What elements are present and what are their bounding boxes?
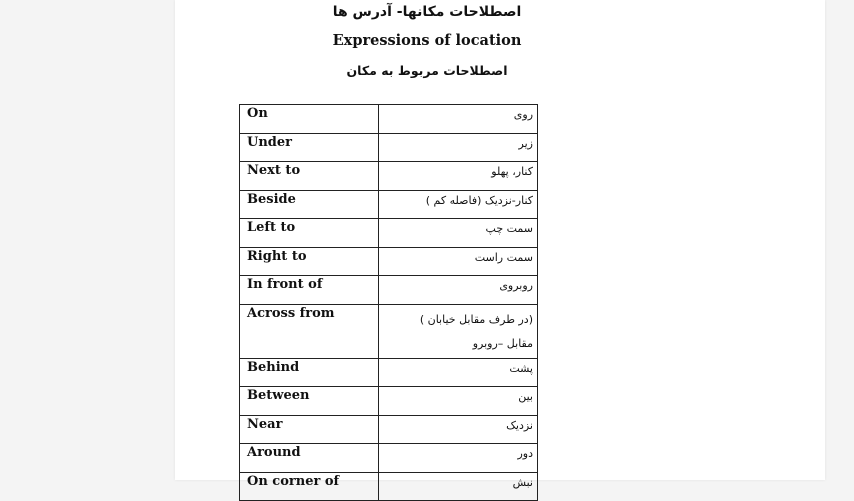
english-expression-cell: Right to bbox=[240, 247, 379, 276]
table-row bbox=[240, 472, 538, 501]
table-row bbox=[240, 105, 538, 134]
english-expression-cell: Near bbox=[240, 415, 379, 444]
persian-meaning-cell bbox=[379, 358, 538, 387]
english-expression-cell: Beside bbox=[240, 190, 379, 219]
english-expression-cell: On bbox=[240, 105, 379, 134]
table-row bbox=[240, 415, 538, 444]
persian-meaning-cell bbox=[379, 105, 538, 134]
persian-meaning-line: مقابل –روبرو bbox=[472, 336, 533, 350]
english-expression-cell: In front of bbox=[240, 276, 379, 305]
persian-meaning-text: بین bbox=[518, 390, 533, 403]
persian-meaning-text: کنار، پهلو bbox=[491, 165, 533, 178]
persian-meaning-cell bbox=[379, 387, 538, 416]
table-row bbox=[240, 444, 538, 473]
persian-meaning-cell bbox=[379, 472, 538, 501]
persian-meaning-cell bbox=[379, 219, 538, 248]
english-expression-cell: Under bbox=[240, 133, 379, 162]
english-expression-cell: On corner of bbox=[240, 472, 379, 501]
persian-meaning-text: زیر bbox=[518, 136, 533, 150]
location-expressions-table bbox=[239, 104, 538, 501]
english-expression-cell: Next to bbox=[240, 162, 379, 191]
persian-meaning-text: پشت bbox=[509, 361, 533, 375]
table-row bbox=[240, 190, 538, 219]
english-expression-cell: Behind bbox=[240, 358, 379, 387]
persian-meaning-cell bbox=[379, 162, 538, 191]
persian-meaning-cell bbox=[379, 415, 538, 444]
persian-meaning-cell bbox=[379, 304, 538, 358]
table-row bbox=[240, 162, 538, 191]
table-row bbox=[240, 358, 538, 387]
persian-meaning-text: سمت راست bbox=[474, 250, 533, 264]
persian-meaning-text: نبش bbox=[512, 475, 533, 489]
document-title-english: Expressions of location bbox=[332, 32, 522, 49]
english-expression-cell: Left to bbox=[240, 219, 379, 248]
persian-meaning-cell bbox=[379, 190, 538, 219]
persian-meaning-text: نزدیک bbox=[506, 418, 533, 432]
persian-meaning-cell bbox=[379, 276, 538, 305]
persian-meaning-cell bbox=[379, 247, 538, 276]
persian-meaning-text: سمت چپ bbox=[485, 222, 533, 235]
english-expression-cell: Across from bbox=[240, 304, 379, 358]
document-subtitle-persian: اصطلاحات مربوط به مکان bbox=[346, 63, 508, 78]
persian-meaning-text: روبروی bbox=[499, 279, 533, 292]
document-title-persian: اصطلاحات مکانها- آدرس ها bbox=[332, 4, 522, 20]
table-row bbox=[240, 219, 538, 248]
persian-meaning-cell bbox=[379, 133, 538, 162]
table-row bbox=[240, 387, 538, 416]
persian-meaning-cell bbox=[379, 444, 538, 473]
table-row bbox=[240, 276, 538, 305]
table-body bbox=[240, 105, 538, 501]
english-expression-cell: Around bbox=[240, 444, 379, 473]
english-expression-cell: Between bbox=[240, 387, 379, 416]
persian-meaning-text: دور bbox=[517, 447, 533, 460]
persian-meaning-line: (در طرف مقابل خیابان ) bbox=[419, 312, 533, 326]
table-row bbox=[240, 304, 538, 358]
table-row bbox=[240, 247, 538, 276]
persian-meaning-text: روی bbox=[513, 108, 533, 121]
persian-meaning-text: کنار-نزدیک (فاصله کم ) bbox=[425, 193, 533, 207]
table-row bbox=[240, 133, 538, 162]
